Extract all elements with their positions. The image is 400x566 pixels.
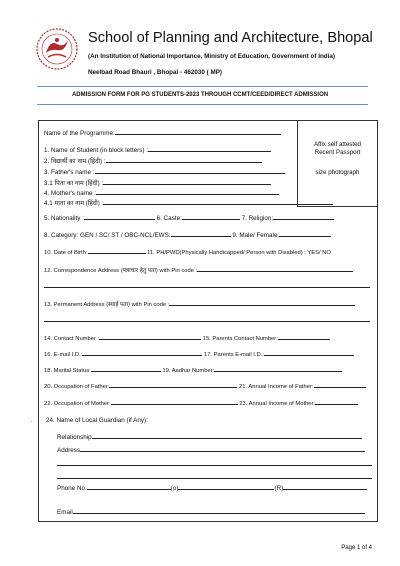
field-guardian-relationship[interactable] bbox=[57, 433, 362, 442]
field-father-name-hindi[interactable] bbox=[44, 179, 271, 188]
label-contact-number: 14. Contact Number : bbox=[44, 336, 100, 342]
label-student-name: 1. Name of Student (in block letters) : bbox=[44, 147, 148, 154]
input-relationship[interactable] bbox=[92, 433, 362, 439]
input-permanent-address[interactable] bbox=[169, 300, 355, 306]
label-guardian-address: Address bbox=[57, 447, 81, 454]
label-dob: 10. Date of Birth: bbox=[44, 250, 88, 256]
guardian-address-line-3[interactable] bbox=[57, 478, 372, 479]
label-phone: Phone No. bbox=[57, 485, 87, 492]
input-religion[interactable] bbox=[273, 214, 334, 220]
input-nationality[interactable] bbox=[84, 214, 155, 220]
label-mother-name: 4. Mother's name : bbox=[44, 190, 96, 197]
input-contact-number[interactable] bbox=[99, 334, 201, 340]
input-mother-income[interactable] bbox=[315, 399, 358, 405]
input-dob[interactable] bbox=[88, 248, 146, 254]
guardian-address-line-2[interactable] bbox=[57, 465, 372, 466]
label-programme: Name of the Programme: bbox=[44, 130, 115, 137]
institute-subtitle: (An Institution of National Importance, Ministry of Education, Government of India) bbox=[88, 53, 335, 60]
photo-line-3: size photograph bbox=[315, 169, 360, 176]
field-student-name[interactable] bbox=[44, 146, 271, 155]
input-correspondence-address[interactable] bbox=[197, 266, 353, 272]
label-gender: 9. Male/ Female: bbox=[232, 232, 280, 239]
label-father-name-hindi: 3.1 पिता का नाम (हिंदी) : bbox=[44, 180, 104, 187]
input-email[interactable] bbox=[82, 350, 202, 356]
label-local-guardian: 24. Name of Local Guardian (if Any): bbox=[46, 417, 148, 424]
label-mother-income: 23. Annual Income of Mother: bbox=[239, 401, 316, 407]
label-aadhar: 19. Aadhar Number: bbox=[162, 368, 215, 374]
field-row-mother-occupation[interactable] bbox=[44, 399, 358, 408]
label-marital-status: 18. Marital Status: bbox=[44, 368, 91, 374]
label-guardian-email: Email bbox=[57, 509, 73, 516]
input-mother-name-hindi[interactable] bbox=[103, 199, 333, 205]
field-row-category[interactable] bbox=[44, 231, 331, 240]
input-programme[interactable] bbox=[115, 129, 281, 135]
input-caste[interactable] bbox=[182, 214, 240, 220]
photo-line-2: Recent Passport bbox=[314, 149, 361, 157]
input-phone-extra[interactable] bbox=[283, 484, 367, 490]
form-title: ADMISSION FORM FOR PG STUDENTS-2023 THROUGH CCMT/CEED/DIRECT ADMISSION bbox=[71, 92, 329, 98]
field-row-dob[interactable] bbox=[44, 248, 331, 257]
input-gender[interactable] bbox=[279, 231, 331, 237]
institute-name: School of Planning and Architecture, Bhopal bbox=[88, 30, 373, 46]
label-caste: 6. Caste: bbox=[156, 215, 182, 222]
field-row-email[interactable] bbox=[44, 350, 354, 359]
institute-address: Neelbad Road Bhauri , Bhopal - 462030 ( MP) bbox=[88, 69, 223, 76]
label-email: 16. E-mail I.D.: bbox=[44, 352, 83, 358]
input-parents-contact[interactable] bbox=[278, 334, 330, 340]
label-category: 8. Category: GEN / SC/ ST / OBC-NCL/EWS: bbox=[44, 232, 171, 239]
field-row-father-occupation[interactable] bbox=[44, 382, 366, 391]
field-mother-name[interactable] bbox=[44, 189, 279, 198]
input-student-name[interactable] bbox=[148, 146, 271, 152]
input-father-income[interactable] bbox=[314, 382, 366, 388]
input-parents-email[interactable] bbox=[264, 350, 354, 356]
field-guardian-phone[interactable] bbox=[57, 484, 367, 493]
header-rule-top bbox=[37, 86, 368, 87]
input-phone-office[interactable] bbox=[87, 484, 171, 490]
label-father-income: 21. Annual Income of Father: bbox=[239, 384, 314, 390]
correspondence-address-line-2[interactable] bbox=[44, 287, 370, 288]
page-number: Page 1 of 4 bbox=[341, 545, 372, 551]
field-permanent-address[interactable] bbox=[44, 300, 355, 309]
label-mother-occupation: 22. Occupation of Mother: bbox=[44, 401, 111, 407]
field-local-guardian bbox=[46, 417, 148, 425]
label-father-occupation: 20. Occupation of Father: bbox=[44, 384, 110, 390]
spa-bhopal-logo bbox=[34, 26, 80, 72]
field-guardian-address[interactable] bbox=[57, 446, 365, 455]
label-ph-pwd: 11. PH/PWD(Physically Handicapped/ Person with Disabled) : YES/ NO bbox=[147, 250, 331, 256]
field-programme[interactable] bbox=[44, 129, 281, 138]
label-permanent-address: 13. Permanent Address (स्थाई पता) with Pin code : bbox=[44, 302, 170, 308]
field-student-name-hindi[interactable] bbox=[44, 157, 262, 166]
label-phone-residence: (R) bbox=[274, 485, 284, 492]
input-mother-name[interactable] bbox=[96, 189, 279, 195]
input-father-occupation[interactable] bbox=[109, 382, 237, 388]
label-correspondence-address: 12. Correspondence Address (पत्राचार हेतु पता) with Pin code : bbox=[44, 268, 198, 274]
permanent-address-line-2[interactable] bbox=[44, 321, 370, 322]
field-mother-name-hindi[interactable] bbox=[44, 199, 333, 208]
input-guardian-email[interactable] bbox=[73, 508, 365, 514]
label-religion: 7. Religion: bbox=[241, 215, 274, 222]
label-nationality: 5. Nationality : bbox=[44, 215, 84, 222]
photo-line-1: Affix self attested bbox=[313, 141, 361, 148]
input-student-name-hindi[interactable] bbox=[106, 157, 262, 163]
margin-mark: . bbox=[31, 417, 33, 424]
input-phone-residence[interactable] bbox=[178, 484, 274, 490]
field-row-nationality[interactable] bbox=[44, 214, 334, 223]
field-correspondence-address[interactable] bbox=[44, 266, 353, 275]
label-relationship: Relationship bbox=[57, 434, 92, 441]
label-phone-office: (o) bbox=[170, 485, 179, 492]
input-mother-occupation[interactable] bbox=[111, 399, 238, 405]
label-father-name: 3. Father's name : bbox=[44, 169, 95, 176]
header-rule-bottom bbox=[37, 104, 368, 105]
input-father-name[interactable] bbox=[95, 168, 285, 174]
label-mother-name-hindi: 4.1 माता का नाम (हिंदी) : bbox=[44, 200, 104, 207]
field-row-marital[interactable] bbox=[44, 366, 342, 375]
field-father-name[interactable] bbox=[44, 168, 285, 177]
input-aadhar[interactable] bbox=[214, 366, 342, 372]
field-row-contact[interactable] bbox=[44, 334, 330, 343]
photo-box[interactable] bbox=[297, 120, 378, 207]
input-marital-status[interactable] bbox=[91, 366, 161, 372]
label-student-name-hindi: 2. विद्यार्थी का नाम (हिंदी) : bbox=[44, 158, 106, 165]
input-guardian-address[interactable] bbox=[80, 446, 365, 452]
photo-instructions bbox=[298, 141, 377, 157]
label-parents-email: 17. Parents E-mail I.D.: bbox=[203, 352, 264, 358]
label-parents-contact: 15. Parents Contact Number: bbox=[202, 336, 278, 342]
input-category[interactable] bbox=[171, 231, 231, 237]
field-guardian-email[interactable] bbox=[57, 508, 365, 517]
input-father-name-hindi[interactable] bbox=[103, 179, 271, 185]
